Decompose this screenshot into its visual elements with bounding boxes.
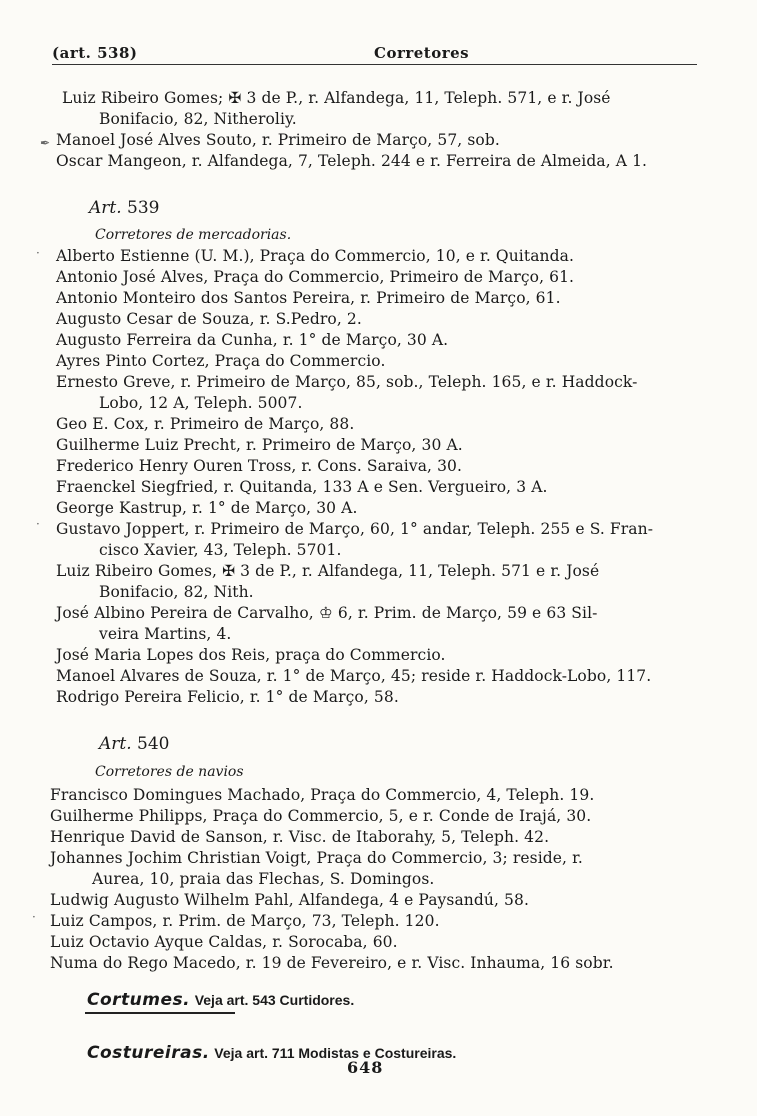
article-540-subtitle: Corretores de navios bbox=[95, 764, 244, 780]
entry-line: José Maria Lopes dos Reis, praça do Commercio. bbox=[56, 646, 446, 664]
entry-line: Alberto Estienne (U. M.), Praça do Commercio, 10, e r. Quitanda. bbox=[56, 247, 575, 265]
entry-line: Antonio Monteiro dos Santos Pereira, r. Primeiro de Março, 61. bbox=[56, 289, 561, 307]
page-header bbox=[52, 40, 692, 66]
entry-line: George Kastrup, r. 1° de Março, 30 A. bbox=[56, 499, 358, 517]
entry-line: Frederico Henry Ouren Tross, r. Cons. Saraiva, 30. bbox=[56, 457, 463, 475]
xref-heading: Costureiras. bbox=[87, 1043, 210, 1063]
entry-line: Numa do Rego Macedo, r. 19 de Fevereiro, e r. Visc. Inhauma, 16 sobr. bbox=[50, 954, 614, 972]
entry-line: José Albino Pereira de Carvalho, ♔ 6, r. Prim. de Março, 59 e 63 Sil- bbox=[56, 604, 598, 622]
xref-text: Veja art. 543 Curtidores. bbox=[194, 992, 355, 1008]
xref-heading: Cortumes. bbox=[87, 990, 191, 1010]
header-rule bbox=[52, 64, 697, 65]
page-number: 648 bbox=[347, 1058, 384, 1077]
entry-line: Aurea, 10, praia das Flechas, S. Domingos. bbox=[92, 870, 435, 888]
article-539-subtitle: Corretores de mercadorias. bbox=[95, 227, 292, 243]
entry-line: Francisco Domingues Machado, Praça do Commercio, 4, Teleph. 19. bbox=[50, 786, 595, 804]
entry-line: Augusto Cesar de Souza, r. S.Pedro, 2. bbox=[56, 310, 362, 328]
entry-line: Bonifacio, 82, Nitheroliy. bbox=[99, 110, 297, 128]
entry-line: cisco Xavier, 43, Teleph. 5701. bbox=[99, 541, 342, 559]
article-label: Art. bbox=[99, 734, 132, 754]
entry-line: Luiz Ribeiro Gomes, ✠ 3 de P., r. Alfandega, 11, Teleph. 571 e r. José bbox=[56, 562, 600, 580]
xref-cortumes bbox=[87, 990, 354, 1010]
article-number: 540 bbox=[137, 734, 170, 754]
xref-costureiras bbox=[87, 1043, 456, 1063]
article-539-title bbox=[89, 198, 160, 218]
entry-line: Fraenckel Siegfried, r. Quitanda, 133 A e Sen. Vergueiro, 3 A. bbox=[56, 478, 548, 496]
margin-mark: · bbox=[36, 517, 40, 531]
entry-line: Henrique David de Sanson, r. Visc. de Itaborahy, 5, Teleph. 42. bbox=[50, 828, 550, 846]
header-article-ref: (art. 538) bbox=[52, 44, 138, 62]
article-label: Art. bbox=[89, 198, 122, 218]
entry-line: Manoel José Alves Souto, r. Primeiro de Março, 57, sob. bbox=[56, 131, 500, 149]
entry-line: Augusto Ferreira da Cunha, r. 1° de Março, 30 A. bbox=[56, 331, 449, 349]
margin-mark: ✒ bbox=[40, 136, 51, 150]
entry-line: Antonio José Alves, Praça do Commercio, Primeiro de Março, 61. bbox=[56, 268, 575, 286]
margin-mark: · bbox=[36, 246, 40, 260]
xref-underline bbox=[85, 1012, 235, 1014]
entry-line: veira Martins, 4. bbox=[99, 625, 232, 643]
header-section-title: Corretores bbox=[374, 44, 470, 62]
entry-line: Ludwig Augusto Wilhelm Pahl, Alfandega, 4 e Paysandú, 58. bbox=[50, 891, 530, 909]
xref-text: Veja art. 711 Modistas e Costureiras. bbox=[214, 1045, 457, 1061]
entry-line: Ayres Pinto Cortez, Praça do Commercio. bbox=[56, 352, 386, 370]
entry-line: Rodrigo Pereira Felicio, r. 1° de Março, 58. bbox=[56, 688, 399, 706]
entry-line: Oscar Mangeon, r. Alfandega, 7, Teleph. 244 e r. Ferreira de Almeida, A 1. bbox=[56, 152, 648, 170]
entry-line: Manoel Alvares de Souza, r. 1° de Março, 45; reside r. Haddock-Lobo, 117. bbox=[56, 667, 652, 685]
article-number: 539 bbox=[127, 198, 160, 218]
article-540-title bbox=[99, 734, 170, 754]
entry-line: Guilherme Luiz Precht, r. Primeiro de Março, 30 A. bbox=[56, 436, 463, 454]
entry-line: Luiz Octavio Ayque Caldas, r. Sorocaba, 60. bbox=[50, 933, 398, 951]
entry-line: Bonifacio, 82, Nith. bbox=[99, 583, 254, 601]
entry-line: Geo E. Cox, r. Primeiro de Março, 88. bbox=[56, 415, 355, 433]
entry-line: Johannes Jochim Christian Voigt, Praça do Commercio, 3; reside, r. bbox=[50, 849, 583, 867]
entry-line: Luiz Campos, r. Prim. de Março, 73, Teleph. 120. bbox=[50, 912, 440, 930]
entry-line: Lobo, 12 A, Teleph. 5007. bbox=[99, 394, 303, 412]
entry-line: Luiz Ribeiro Gomes; ✠ 3 de P., r. Alfandega, 11, Teleph. 571, e r. José bbox=[62, 89, 611, 107]
margin-mark: · bbox=[32, 910, 36, 924]
entry-line: Gustavo Joppert, r. Primeiro de Março, 60, 1° andar, Teleph. 255 e S. Fran- bbox=[56, 520, 654, 538]
entry-line: Guilherme Philipps, Praça do Commercio, 5, e r. Conde de Irajá, 30. bbox=[50, 807, 592, 825]
entry-line: Ernesto Greve, r. Primeiro de Março, 85, sob., Teleph. 165, e r. Haddock- bbox=[56, 373, 638, 391]
